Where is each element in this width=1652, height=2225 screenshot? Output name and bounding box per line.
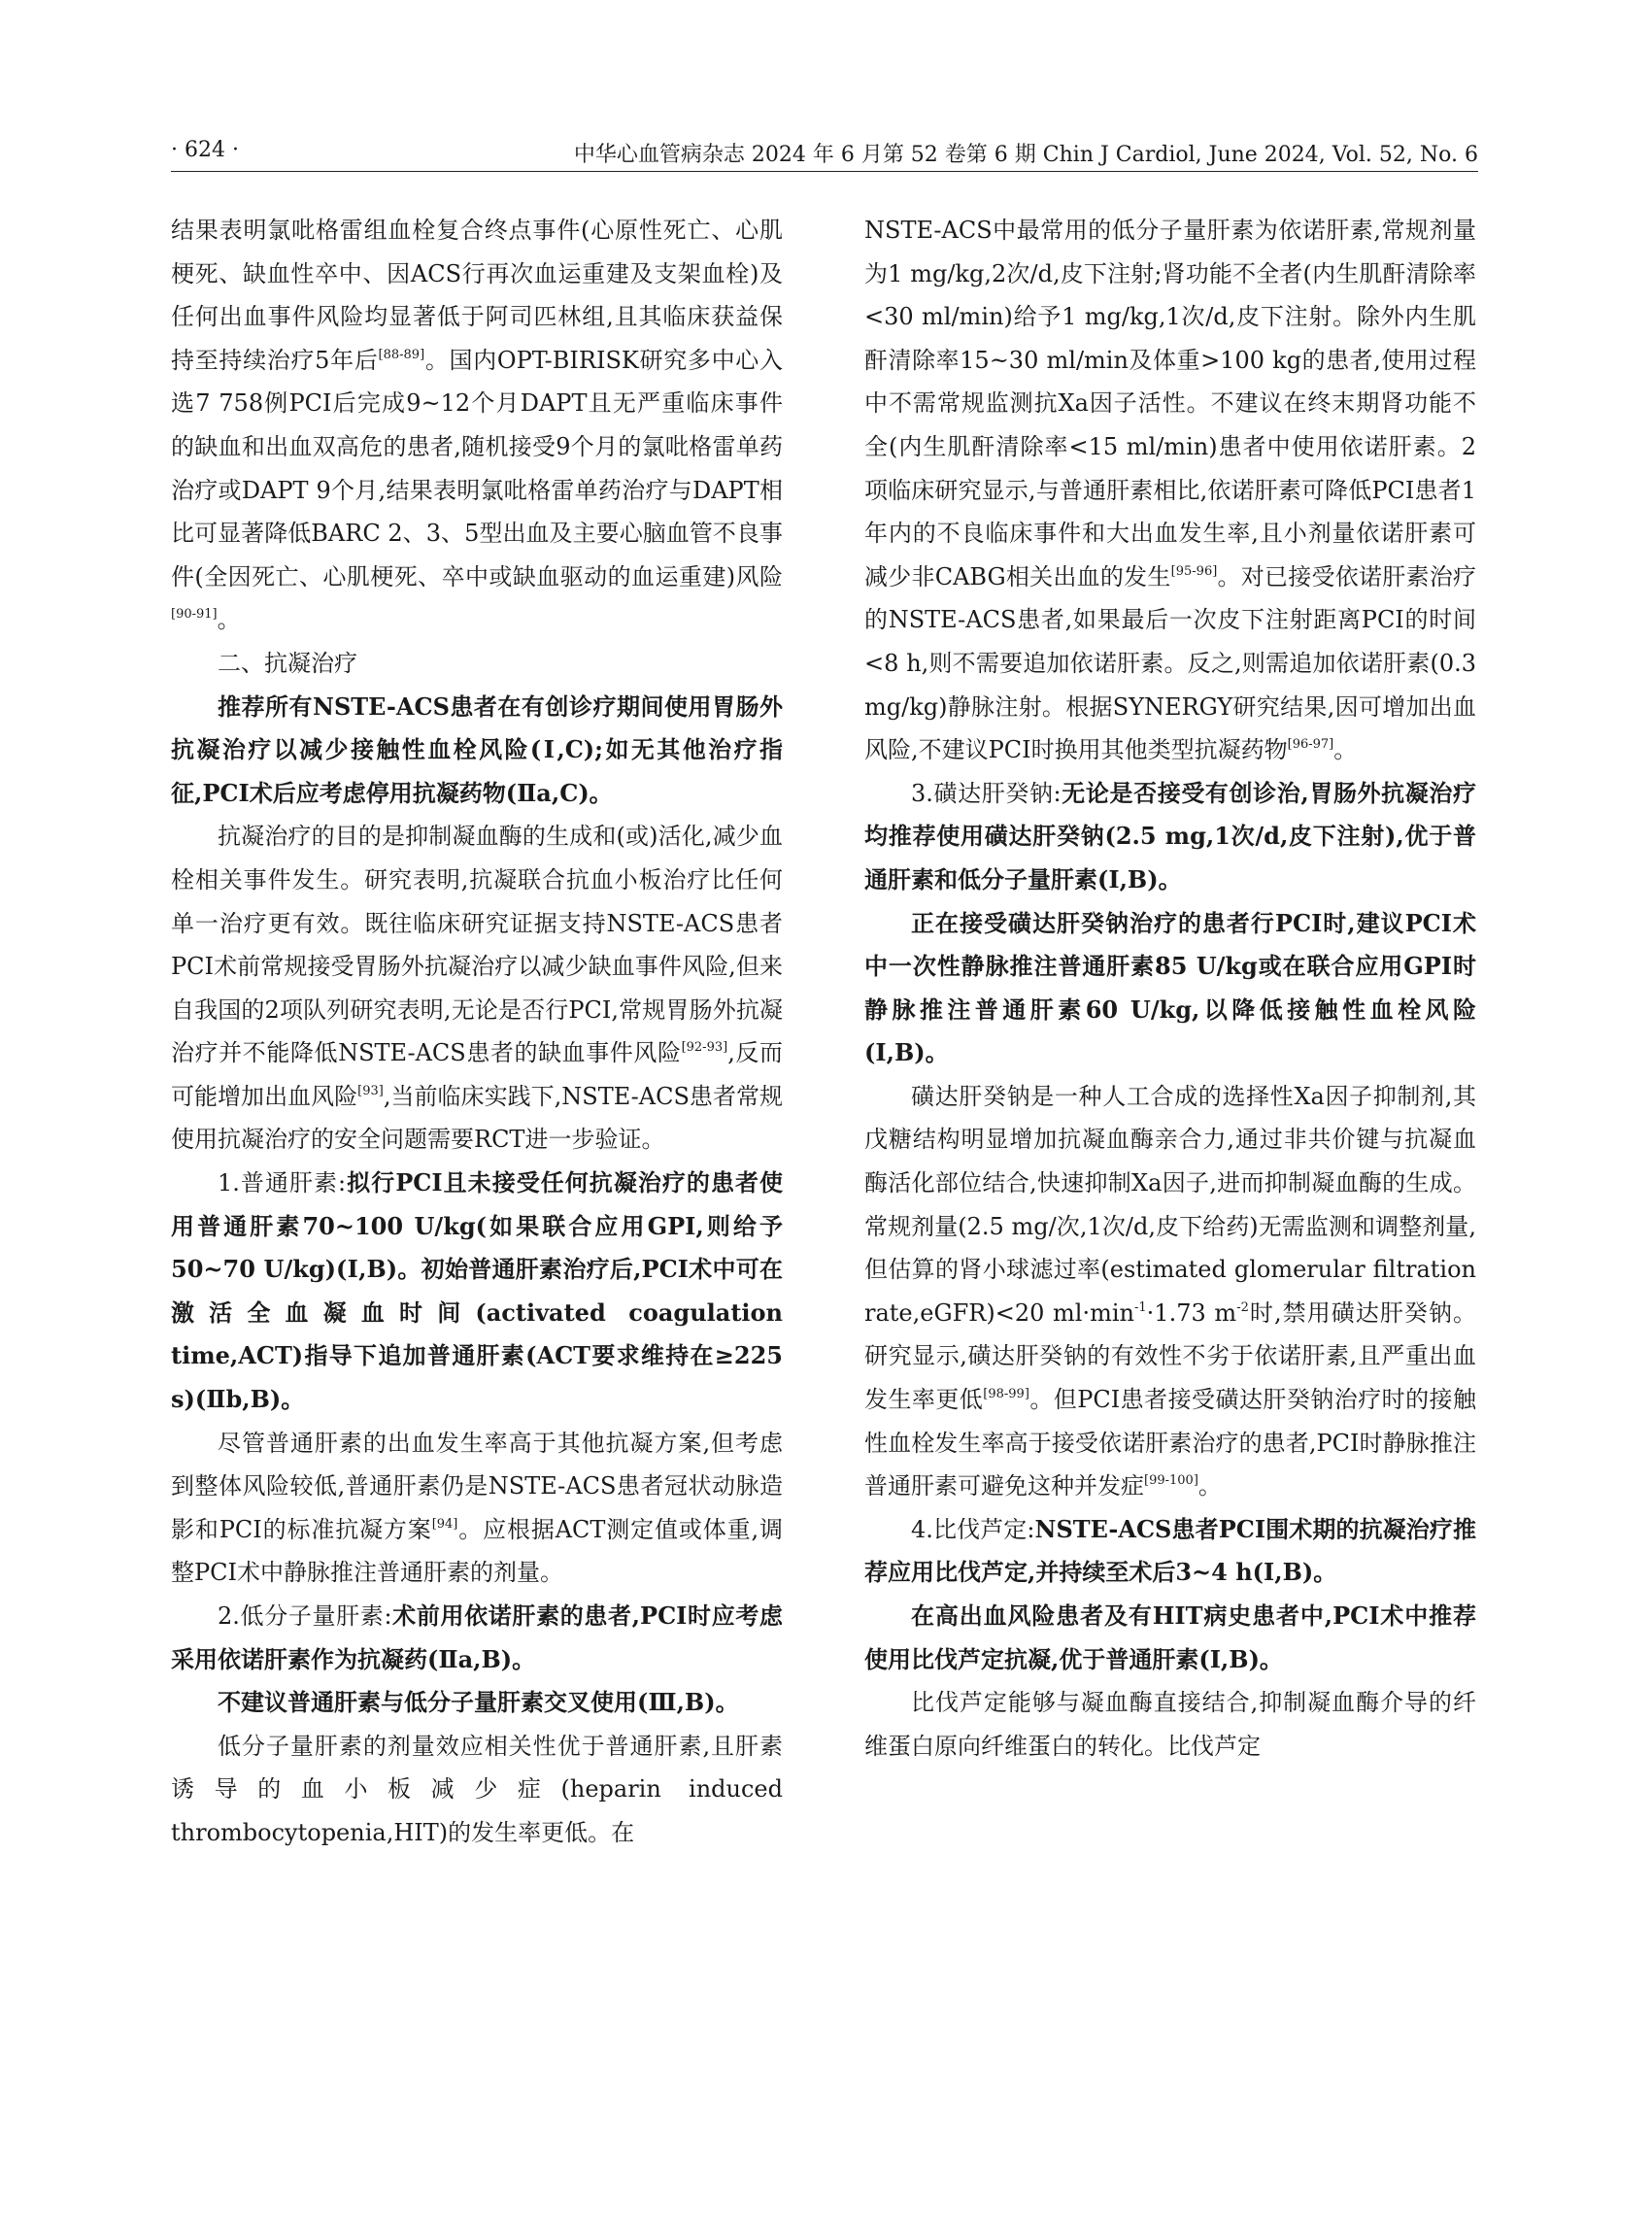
- right-column: [864, 209, 1476, 2112]
- recommendation: 不建议普通肝素与低分子量肝素交叉使用(Ⅲ,B)。: [218, 1688, 739, 1717]
- paragraph: 抗凝治疗的目的是抑制凝血酶的生成和(或)活化,减少血栓相关事件发生。研究表明,抗凝联合抗血小板治疗比任何单一治疗更有效。既往临床研究证据支持NSTE-ACS患者PCI术前常规接受胃肠外抗凝治疗以减少缺血事件风险,但来自我国的2项队列研究表明,无论是否行PCI,常规胃肠外抗凝治疗并不能降低NSTE-ACS患者的缺血事件风险[92-93],反而可能增加出血风险[93],当前临床实践下,NSTE-ACS患者常规使用抗凝治疗的安全问题需要RCT进一步验证。: [171, 823, 783, 1154]
- citation: [95-96]: [1170, 563, 1218, 579]
- paragraph: 比伐芦定能够与凝血酶直接结合,抑制凝血酶介导的纤维蛋白原向纤维蛋白的转化。比伐芦定: [864, 1689, 1476, 1760]
- header-rule: [171, 171, 1478, 172]
- subsection-lmwh: [171, 1595, 783, 1681]
- running-header: [171, 134, 1478, 173]
- citation: [88-89]: [378, 347, 425, 362]
- journal-citation: 中华心血管病杂志 2024 年 6 月第 52 卷第 6 期 Chin J Cardiol, June 2024, Vol. 52, No. 6: [573, 143, 1478, 167]
- recommendation: NSTE-ACS患者PCI围术期的抗凝治疗推荐应用比伐芦定,并持续至术后3~4 h(Ⅰ,B)。: [864, 1514, 1476, 1587]
- citation: [99-100]: [1144, 1473, 1198, 1489]
- recommendation: 拟行PCI且未接受任何抗凝治疗的患者使用普通肝素70~100 U/kg(如果联合应用GPI,则给予50~70 U/kg)(Ⅰ,B)。初始普通肝素治疗后,PCI术中可在激活全血凝血时间(activated coagulation time,ACT)指导下追加普通肝素(ACT要求维持在≥225 s)(Ⅱb,B)。: [171, 1168, 783, 1414]
- subsection-title: 3.磺达肝癸钠:: [911, 779, 1062, 807]
- citation: [92-93]: [681, 1040, 728, 1056]
- paragraph: 尽管普通肝素的出血发生率高于其他抗凝方案,但考虑到整体风险较低,普通肝素仍是NSTE-ACS患者冠状动脉造影和PCI的标准抗凝方案[94]。应根据ACT测定值或体重,调整PCI术中静脉推注普通肝素的剂量。: [171, 1429, 783, 1587]
- recommendation: 在高出血风险患者及有HIT病史患者中,PCI术中推荐使用比伐芦定抗凝,优于普通肝素(Ⅰ,B)。: [864, 1601, 1476, 1673]
- subsection-bivalirudin: [864, 1508, 1476, 1595]
- page-number: · 624 ·: [171, 138, 239, 162]
- subsection-fondaparinux: [864, 772, 1476, 902]
- subsection-title: 1.普通肝素:: [218, 1169, 347, 1197]
- subsection-title: 2.低分子量肝素:: [218, 1602, 392, 1630]
- recommendation: 无论是否接受有创诊治,胃肠外抗凝治疗均推荐使用磺达肝癸钠(2.5 mg,1次/d,皮下注射),优于普通肝素和低分子量肝素(Ⅰ,B)。: [864, 778, 1476, 893]
- recommendation: 正在接受磺达肝癸钠治疗的患者行PCI时,建议PCI术中一次性静脉推注普通肝素85 U/kg或在联合应用GPI时静脉推注普通肝素60 U/kg,以降低接触性血栓风险(Ⅰ,B)。: [864, 908, 1476, 1067]
- citation: [94]: [431, 1516, 458, 1532]
- citation: [96-97]: [1287, 737, 1334, 753]
- subsection-unfractionated-heparin: [171, 1162, 783, 1422]
- left-column: [171, 209, 783, 2112]
- recommendation: 术前用依诺肝素的患者,PCI时应考虑采用依诺肝素作为抗凝药(Ⅱa,B)。: [171, 1601, 783, 1673]
- citation: [98-99]: [983, 1387, 1029, 1402]
- paragraph: 低分子量肝素的剂量效应相关性优于普通肝素,且肝素诱导的血小板减少症(heparin induced thrombocytopenia,HIT)的发生率更低。在: [171, 1732, 783, 1846]
- section-heading: 二、抗凝治疗: [218, 649, 357, 677]
- paragraph: 磺达肝癸钠是一种人工合成的选择性Xa因子抑制剂,其戊糖结构明显增加抗凝血酶亲合力,通过非共价键与抗凝血酶活化部位结合,快速抑制Xa因子,进而抑制凝血酶的生成。常规剂量(2.5 mg/次,1次/d,皮下给药)无需监测和调整剂量,但估算的肾小球滤过率(estimated glomerular filtration rate,eGFR)<20 $ml\cdot\min^{-1}\cdot 1.73$ $m^{-2}$时,禁用磺达肝癸钠。研究显示,磺达肝癸钠的有效性不劣于依诺肝素,且严重出血发生率更低[98-99]。但PCI患者接受磺达肝癸钠治疗时的接触性血栓发生率高于接受依诺肝素治疗的患者,PCI时静脉推注普通肝素可避免这种并发症[99-100]。: [864, 1082, 1476, 1500]
- paragraph: 结果表明氯吡格雷组血栓复合终点事件(心原性死亡、心肌梗死、缺血性卒中、因ACS行再次血运重建及支架血栓)及任何出血事件风险均显著低于阿司匹林组,且其临床获益保持至持续治疗5年后[88-89]。国内OPT-BIRISK研究多中心入选7 758例PCI后完成9~12个月DAPT且无严重临床事件的缺血和出血双高危的患者,随机接受9个月的氯吡格雷单药治疗或DAPT 9个月,结果表明氯吡格雷单药治疗与DAPT相比可显著降低BARC 2、3、5型出血及主要心脑血管不良事件(全因死亡、心肌梗死、卒中或缺血驱动的血运重建)风险[90-91]。: [171, 217, 783, 634]
- paragraph: NSTE-ACS中最常用的低分子量肝素为依诺肝素,常规剂量为1 mg/kg,2次/d,皮下注射;肾功能不全者(内生肌酐清除率<30 ml/min)给予1 mg/kg,1次/d,皮下注射。除外内生肌酐清除率15~30 ml/min及体重>100 kg的患者,使用过程中不需常规监测抗Xa因子活性。不建议在终末期肾功能不全(内生肌酐清除率<15 ml/min)患者中使用依诺肝素。2项临床研究显示,与普通肝素相比,依诺肝素可降低PCI患者1年内的不良临床事件和大出血发生率,且小剂量依诺肝素可减少非CABG相关出血的发生[95-96]。对已接受依诺肝素治疗的NSTE-ACS患者,如果最后一次皮下注射距离PCI的时间<8 h,则不需要追加依诺肝素。反之,则需追加依诺肝素(0.3 mg/kg)静脉注射。根据SYNERGY研究结果,因可增加出血风险,不建议PCI时换用其他类型抗凝药物[96-97]。: [864, 217, 1476, 764]
- recommendation: 推荐所有NSTE-ACS患者在有创诊疗期间使用胃肠外抗凝治疗以减少接触性血栓风险(Ⅰ,C);如无其他治疗指征,PCI术后应考虑停用抗凝药物(Ⅱa,C)。: [171, 691, 783, 807]
- subsection-title: 4.比伐芦定:: [911, 1515, 1035, 1543]
- citation: [90-91]: [171, 607, 218, 623]
- citation: [93]: [357, 1083, 384, 1098]
